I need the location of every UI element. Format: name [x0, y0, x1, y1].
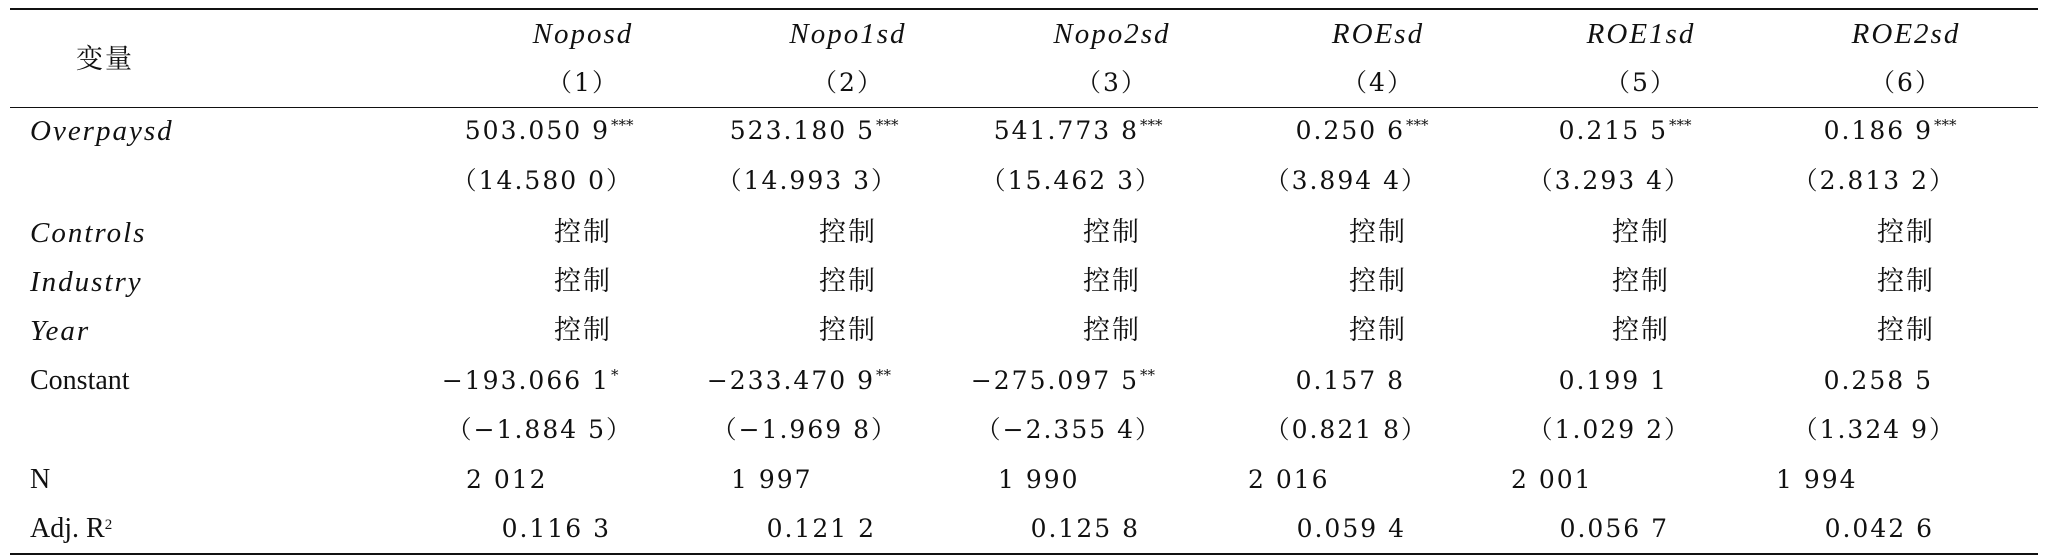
industry-value: 控制	[554, 266, 612, 297]
column-header-index: （4）	[1342, 68, 1414, 97]
coefficient-value: 541.773 8	[993, 116, 1139, 145]
table-header-rule	[10, 107, 2038, 108]
table-bottom-rule	[10, 553, 2038, 555]
column-header-index: （3）	[1076, 68, 1148, 97]
column-header-index: （5）	[1605, 68, 1677, 97]
overpaysd-tstat: （14.580 0）	[451, 166, 633, 195]
controls-value: 控制	[819, 217, 877, 248]
adj-r2-value: 0.116 3	[501, 514, 611, 543]
column-header-name: ROEsd	[1331, 18, 1425, 50]
significance-stars: **	[876, 366, 891, 384]
constant-coef	[1559, 366, 1711, 396]
adj-r2-value: 0.125 8	[1030, 514, 1140, 543]
year-value: 控制	[819, 315, 877, 346]
coefficient-value: 0.258 5	[1823, 366, 1933, 395]
n-value: 1 994	[1776, 465, 1858, 494]
table-top-rule	[10, 8, 2038, 10]
overpaysd-coef	[994, 116, 1182, 146]
constant-coef	[971, 366, 1182, 396]
controls-value: 控制	[1083, 217, 1141, 248]
coefficient-value: −233.470 9	[706, 366, 875, 395]
significance-stars: ***	[876, 116, 899, 134]
row-label-year: Year	[30, 315, 91, 347]
year-value: 控制	[1612, 315, 1670, 346]
coefficient-value: 523.180 5	[729, 116, 875, 145]
constant-coef	[442, 366, 653, 396]
constant-tstat: （−1.969 8）	[711, 415, 898, 444]
year-value: 控制	[1877, 315, 1935, 346]
coefficient-value: 0.199 1	[1558, 366, 1668, 395]
significance-stars: ***	[1406, 116, 1429, 134]
row-label-constant: Constant	[30, 365, 130, 396]
constant-coef	[707, 366, 918, 396]
controls-value: 控制	[1877, 217, 1935, 248]
overpaysd-tstat: （3.293 4）	[1527, 166, 1691, 195]
row-label-controls: Controls	[30, 217, 147, 249]
significance-stars: ***	[1669, 116, 1692, 134]
constant-coef	[1824, 366, 1976, 396]
constant-tstat: （1.029 2）	[1527, 415, 1691, 444]
adj-r2-value: 0.056 7	[1559, 514, 1669, 543]
controls-value: 控制	[1612, 217, 1670, 248]
overpaysd-tstat: （14.993 3）	[716, 166, 898, 195]
coefficient-value: 0.157 8	[1295, 366, 1405, 395]
n-value: 1 997	[731, 465, 813, 494]
coefficient-value: 0.250 6	[1295, 116, 1405, 145]
n-value: 2 016	[1248, 465, 1330, 494]
coefficient-value: −275.097 5	[970, 366, 1139, 395]
row-label-n: N	[30, 464, 51, 495]
n-value: 2 012	[466, 465, 548, 494]
overpaysd-coef	[730, 116, 918, 146]
overpaysd-coef	[465, 116, 653, 146]
overpaysd-tstat: （3.894 4）	[1264, 166, 1428, 195]
industry-value: 控制	[1612, 266, 1670, 297]
industry-value: 控制	[819, 266, 877, 297]
significance-stars: ***	[1140, 116, 1163, 134]
adj-r2-superscript: 2	[104, 517, 113, 533]
constant-tstat: （−2.355 4）	[975, 415, 1162, 444]
overpaysd-coef	[1824, 116, 1976, 146]
row-label-overpaysd: Overpaysd	[30, 115, 174, 147]
constant-tstat: （0.821 8）	[1264, 415, 1428, 444]
significance-stars: **	[1140, 366, 1155, 384]
year-value: 控制	[1349, 315, 1407, 346]
overpaysd-tstat: （15.462 3）	[980, 166, 1162, 195]
adj-r2-value: 0.059 4	[1296, 514, 1406, 543]
constant-tstat: （−1.884 5）	[446, 415, 633, 444]
column-header-name: Noposd	[532, 18, 634, 50]
header-variable-label: 变量	[76, 44, 134, 75]
controls-value: 控制	[554, 217, 612, 248]
column-header-name: ROE1sd	[1586, 18, 1696, 50]
column-header-name: ROE2sd	[1851, 18, 1961, 50]
coefficient-value: 503.050 9	[464, 116, 610, 145]
year-value: 控制	[1083, 315, 1141, 346]
n-value: 1 990	[998, 465, 1080, 494]
n-value: 2 001	[1511, 465, 1593, 494]
coefficient-value: −193.066 1	[441, 366, 610, 395]
column-header-name: Nopo1sd	[789, 18, 907, 50]
significance-stars: *	[611, 366, 619, 384]
industry-value: 控制	[1877, 266, 1935, 297]
coefficient-value: 0.186 9	[1823, 116, 1933, 145]
year-value: 控制	[554, 315, 612, 346]
column-header-index: （6）	[1870, 68, 1942, 97]
constant-coef	[1296, 366, 1448, 396]
adj-r2-text: Adj. R	[30, 513, 105, 544]
significance-stars: ***	[1934, 116, 1957, 134]
adj-r2-value: 0.121 2	[766, 514, 876, 543]
controls-value: 控制	[1349, 217, 1407, 248]
overpaysd-tstat: （2.813 2）	[1792, 166, 1956, 195]
industry-value: 控制	[1349, 266, 1407, 297]
column-header-index: （1）	[547, 68, 619, 97]
overpaysd-coef	[1296, 116, 1448, 146]
row-label-industry: Industry	[30, 266, 143, 298]
adj-r2-value: 0.042 6	[1824, 514, 1934, 543]
overpaysd-coef	[1559, 116, 1711, 146]
industry-value: 控制	[1083, 266, 1141, 297]
constant-tstat: （1.324 9）	[1792, 415, 1956, 444]
column-header-name: Nopo2sd	[1053, 18, 1171, 50]
row-label-adj-r2	[30, 514, 112, 544]
coefficient-value: 0.215 5	[1558, 116, 1668, 145]
significance-stars: ***	[611, 116, 634, 134]
column-header-index: （2）	[812, 68, 884, 97]
